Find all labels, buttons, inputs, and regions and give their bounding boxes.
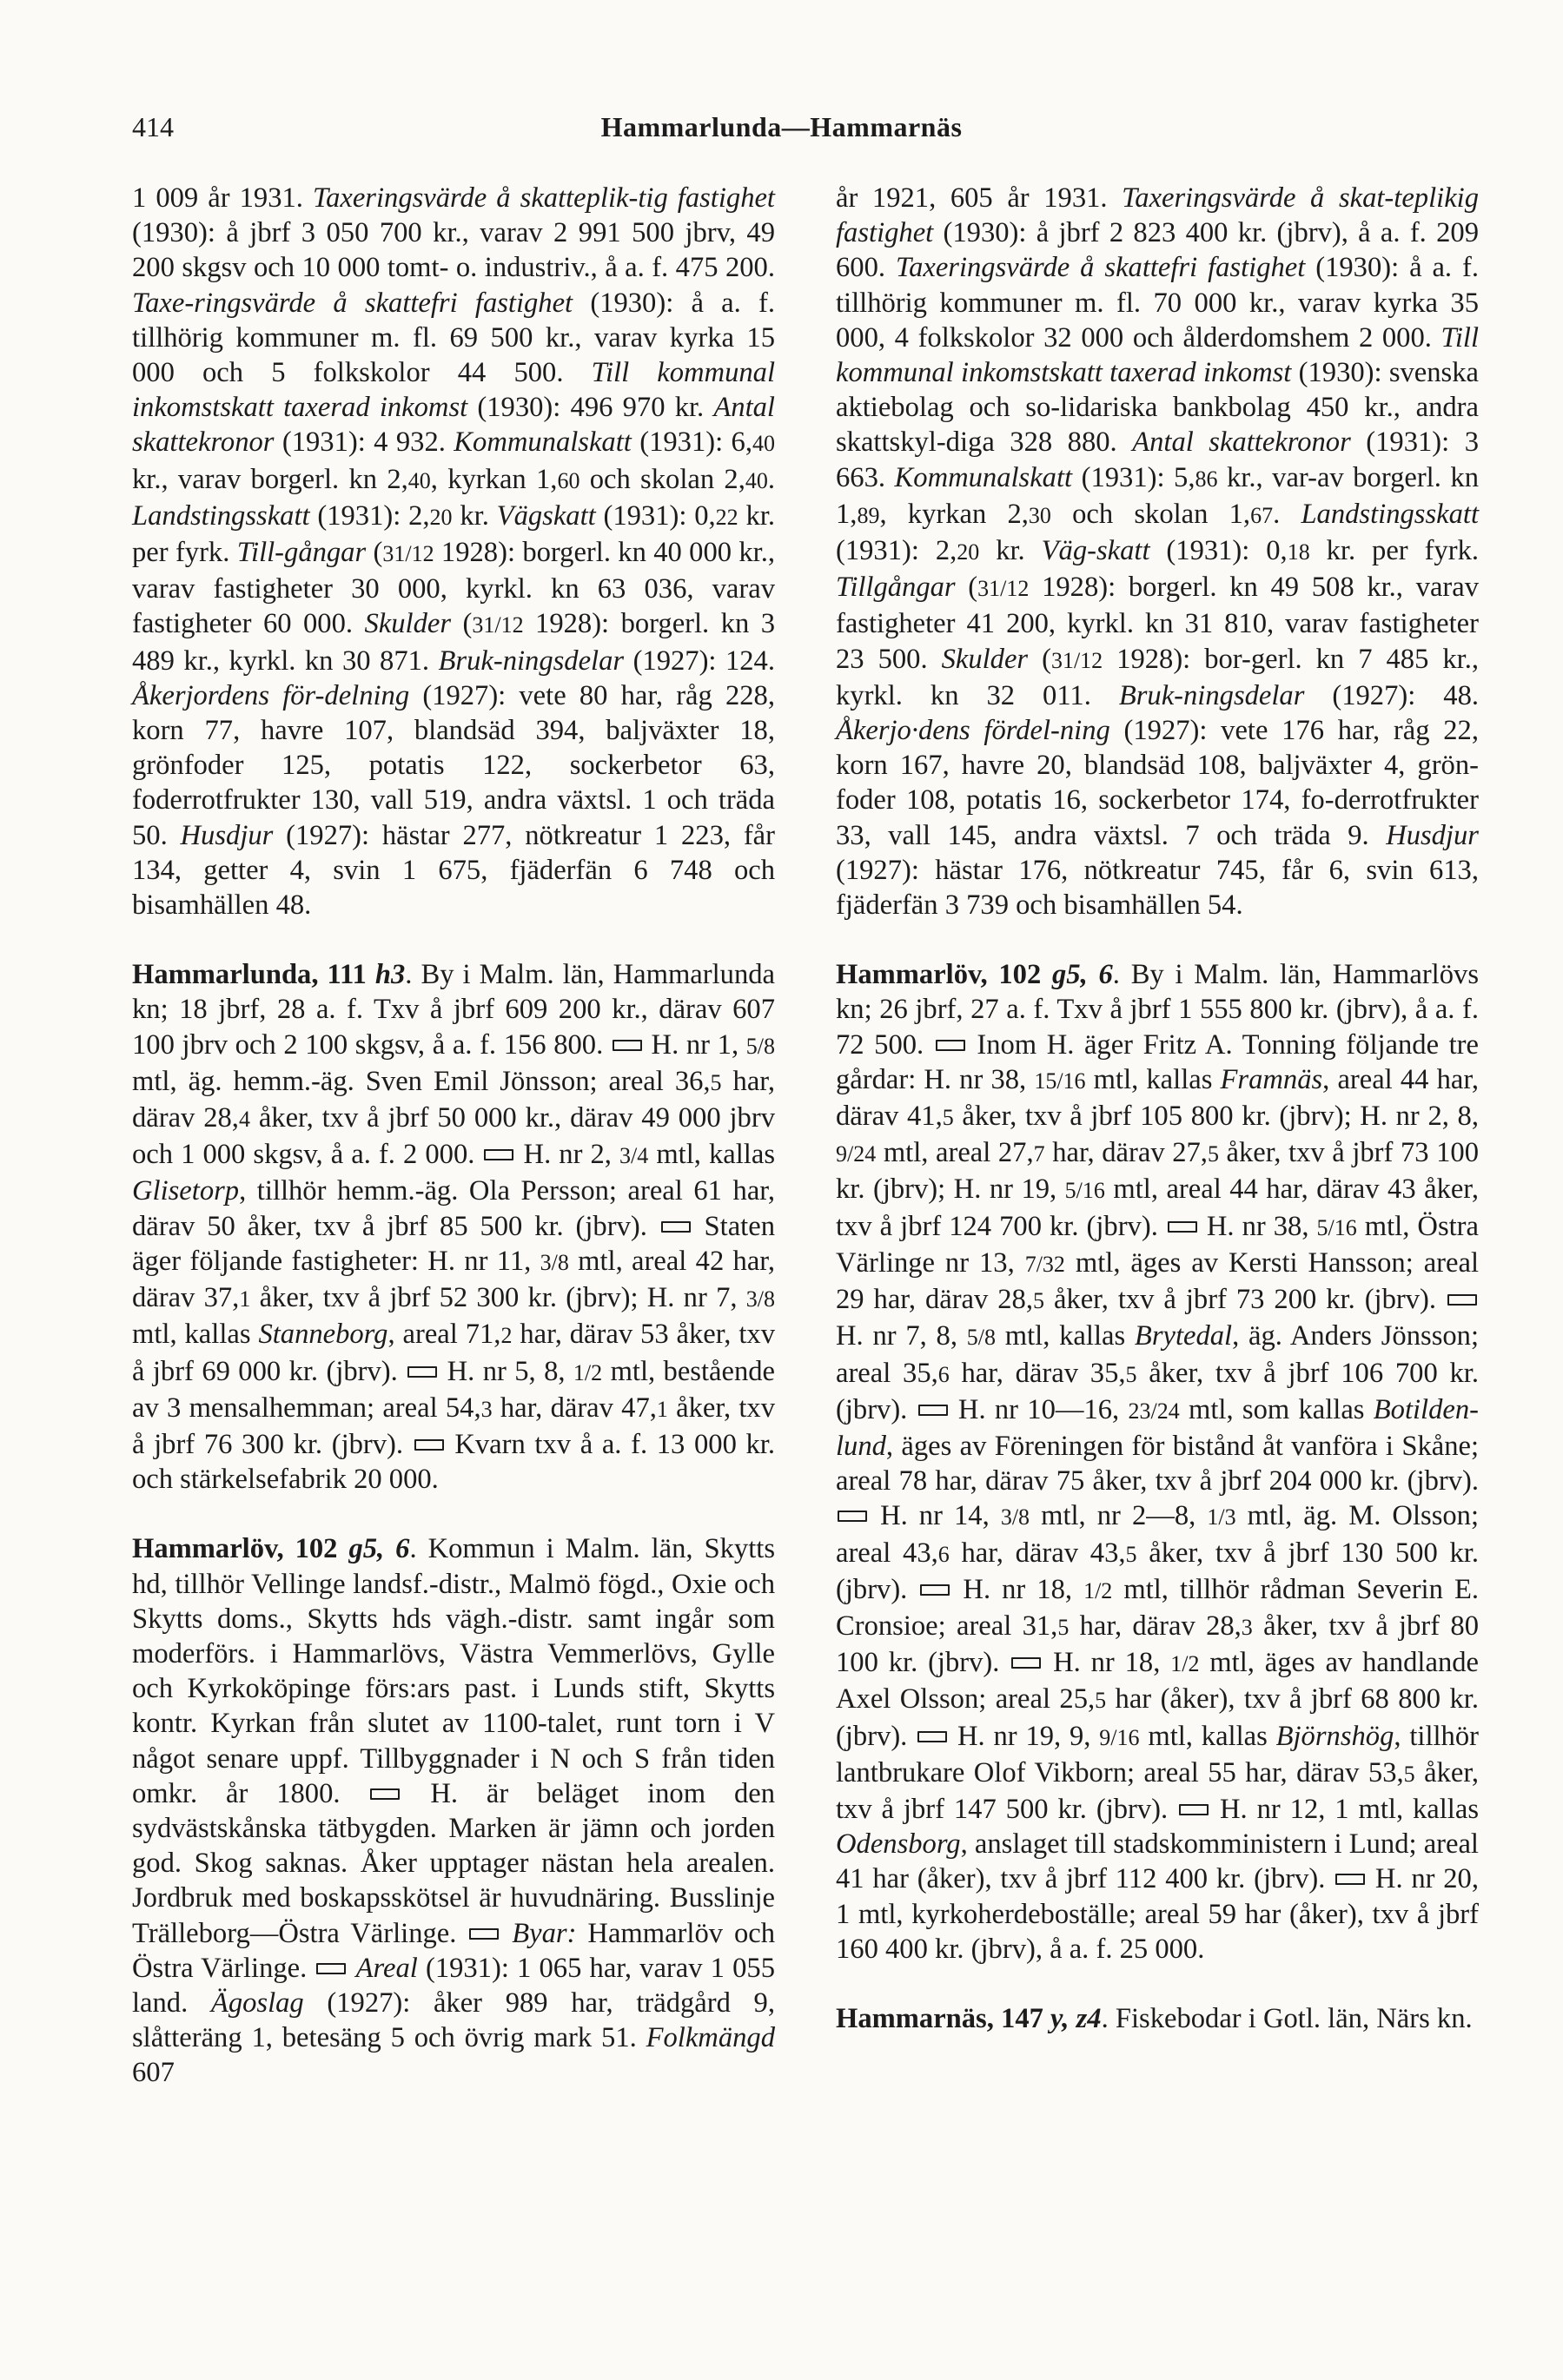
continued-entry: 1 009 år 1931. Taxeringsvärde å skatteplik-tig fastighet (1930): å jbrf 3 050 700 kr., varav 2 991 500 jbrv, 49 200 skgsv och 10 000 tomt- o. industriv., å a. f. 475 200. Taxe-ringsvärde å skattefri fastighet (1930): å a. f. tillhörig kommuner m. fl. 69 500 kr., varav kyrka 15 000 och 5 folkskolor 44 500. Till kommunal inkomstskatt taxerad inkomst (1930): 496 970 kr. Antal skattekronor (1931): 4 932. Kommunalskatt (1931): 6,40 kr., varav borgerl. kn 2,40, kyrkan 1,60 och skolan 2,40. Landstingsskatt (1931): 2,20 kr. Vägskatt (1931): 0,22 kr. per fyrk. Till-gångar (31/12 1928): borgerl. kn 40 000 kr., varav fastigheter 30 000, kyrkl. kn 63 036, varav fastigheter 60 000. Skulder (31/12 1928): borgerl. kn 3 489 kr., kyrkl. kn 30 871. Bruk-ningsdelar (1927): 124. Åkerjordens för-delning (1927): vete 80 har, råg 228, korn 77, havre 107, blandsäd 394, baljväxter 18, grönfoder 125, potatis 122, sockerbetor 63, foderrotfrukter 130, vall 519, andra växtsl. 1 och träda 50. Husdjur (1927): hästar 277, nötkreatur 1 223, får 134, getter 4, svin 1 675, fjäderfän 6 748 och bisamhällen 48. — [132, 182, 776, 922]
division-icon — [936, 1040, 965, 1051]
division-icon — [370, 1788, 400, 1800]
headword: Hammarlunda, 111 — [132, 959, 375, 991]
right-column — [836, 181, 1479, 2036]
division-icon — [316, 1963, 346, 1974]
division-icon — [1335, 1874, 1365, 1885]
headword: Hammarlöv, 102 — [132, 1533, 349, 1565]
entry-hammarnas: Hammarnäs, 147 y, z4. Fiskebodar i Gotl. län, Närs kn. — [836, 2002, 1473, 2034]
left-column — [132, 181, 775, 2091]
division-icon — [918, 1405, 948, 1416]
division-icon — [1179, 1804, 1209, 1815]
entry-hammarlunda-village: Hammarlunda, 111 h3. By i Malm. län, Hammarlunda kn; 18 jbrf, 28 a. f. Txv å jbrf 609 200 kr., därav 607 100 jbrv och 2 100 skgsv, å a. f. 156 800. H. nr 1, 5/8 mtl, äg. hemm.-äg. Sven Emil Jönsson; areal 36,5 har, därav 28,4 åker, txv å jbrf 50 000 kr., därav 49 000 jbrv och 1 000 skgsv, å a. f. 2 000. H. nr 2, 3/4 mtl, kallas Glisetorp, tillhör hemm.-äg. Ola Persson; areal 61 har, därav 50 åker, txv å jbrf 85 500 kr. (jbrv). Staten äger följande fastigheter: H. nr 11, 3/8 mtl, areal 42 har, därav 37,1 åker, txv å jbrf 52 300 kr. (jbrv); H. nr 7, 3/8 mtl, kallas Stanneborg, areal 71,2 har, därav 53 åker, txv å jbrf 69 000 kr. (jbrv). H. nr 5, 8, 1/2 mtl, bestående av 3 mensalhemman; areal 54,3 har, därav 47,1 åker, txv å jbrf 76 300 kr. (jbrv). Kvarn txv å a. f. 13 000 kr. och stärkelsefabrik 20 000. — [132, 959, 775, 1496]
continued-entry: år 1921, 605 år 1931. Taxeringsvärde å skat-teplikig fastighet (1930): å jbrf 2 823 400 kr. (jbrv), å a. f. 209 600. Taxeringsvärde å skattefri fastighet (1930): å a. f. tillhörig kommuner m. fl. 70 000 kr., varav kyrka 35 000, 4 folkskolor 32 000 och ålderdomshem 2 000. Till kommunal inkomstskatt taxerad inkomst (1930): svenska aktiebolag och so-lidariska bankbolag 450 kr., andra skattskyl-diga 328 880. Antal skattekronor (1931): 3 663. Kommunalskatt (1931): 5,86 kr., var-av borgerl. kn 1,89, kyrkan 2,30 och skolan 1,67. Landstingsskatt (1931): 2,20 kr. Väg-skatt (1931): 0,18 kr. per fyrk. Tillgångar (31/12 1928): borgerl. kn 49 508 kr., varav fastigheter 41 200, kyrkl. kn 31 810, varav fastigheter 23 500. Skulder (31/12 1928): bor-gerl. kn 7 485 kr., kyrkl. kn 32 011. Bruk-ningsdelar (1927): 48. Åkerjo·dens fördel-ning (1927): vete 176 har, råg 22, korn 167, havre 20, blandsäd 108, baljväxter 4, grön-foder 108, potatis 16, sockerbetor 174, fo-derrotfrukter 33, vall 145, andra växtsl. 7 och träda 9. Husdjur (1927): hästar 176, nötkreatur 745, får 6, svin 613, fjäderfän 3 739 och bisamhällen 54. — [836, 182, 1480, 922]
division-icon — [407, 1366, 437, 1378]
division-icon — [1168, 1221, 1197, 1233]
division-icon — [484, 1149, 513, 1160]
page-number: 414 — [132, 111, 174, 142]
running-title: Hammarlunda—Hammarnäs — [600, 111, 963, 142]
division-icon — [661, 1221, 691, 1233]
division-icon — [917, 1731, 947, 1742]
division-icon — [469, 1928, 499, 1940]
division-icon — [1011, 1657, 1041, 1669]
entry-hammarlov-municipality: Hammarlöv, 102 g5, 6. Kommun i Malm. län, Skytts hd, tillhör Vellinge landsf.-distr., Malmö fögd., Oxie och Skytts doms., Skytts hds vägh.-distr. samt ingår som moderförs. i Hammarlövs, Västra Vemmerlövs, Gylle och Kyrkoköpinge förs:ars past. i Lunds stift, Skytts kontr. Kyrkan från slutet av 1100-talet, runt torn i V något senare uppf. Tillbyggnader i N och S från tiden omkr. år 1800. H. är beläget inom den sydvästskånska tätbygden. Marken är jämn och jorden god. Skog saknas. Åker upptager nästan hela arealen. Jordbruk med boskapsskötsel är huvudnäring. Busslinje Trälleborg—Östra Värlinge. Byar: Hammarlöv och Östra Värlinge. Areal (1931): 1 065 har, varav 1 055 land. Ägoslag (1927): åker 989 har, trädgård 9, slåtteräng 1, betesäng 5 och övrig mark 51. Folkmängd 607 — [132, 1533, 776, 2089]
division-icon — [838, 1511, 867, 1522]
division-icon — [920, 1584, 950, 1596]
division-icon — [1447, 1294, 1477, 1306]
entry-hammarlov-village: Hammarlöv, 102 g5, 6. By i Malm. län, Hammarlövs kn; 26 jbrf, 27 a. f. Txv å jbrf 1 555 800 kr. (jbrv), å a. f. 72 500. Inom H. äger Fritz A. Tonning följande tre gårdar: H. nr 38, 15/16 mtl, kallas Framnäs, areal 44 har, därav 41,5 åker, txv å jbrf 105 800 kr. (jbrv); H. nr 2, 8, 9/24 mtl, areal 27,7 har, därav 27,5 åker, txv å jbrf 73 100 kr. (jbrv); H. nr 19, 5/16 mtl, areal 44 har, därav 43 åker, txv å jbrf 124 700 kr. (jbrv). H. nr 38, 5/16 mtl, Östra Värlinge nr 13, 7/32 mtl, äges av Kersti Hansson; areal 29 har, därav 28,5 åker, txv å jbrf 73 200 kr. (jbrv). H. nr 7, 8, 5/8 mtl, kallas Brytedal, äg. Anders Jönsson; areal 35,6 har, därav 35,5 åker, txv å jbrf 106 700 kr. (jbrv). H. nr 10—16, 23/24 mtl, som kallas Botilden-lund, äges av Föreningen för bistånd åt vanföra i Skåne; areal 78 har, därav 75 åker, txv å jbrf 204 000 kr. (jbrv). H. nr 14, 3/8 mtl, nr 2—8, 1/3 mtl, äg. M. Olsson; areal 43,6 har, därav 43,5 åker, txv å jbrf 130 500 kr. (jbrv). H. nr 18, 1/2 mtl, tillhör rådman Severin E. Cronsioe; areal 31,5 har, därav 28,3 åker, txv å jbrf 80 100 kr. (jbrv). H. nr 18, 1/2 mtl, äges av handlande Axel Olsson; areal 25,5 har (åker), txv å jbrf 68 800 kr. (jbrv). H. nr 19, 9, 9/16 mtl, kallas Björnshög, tillhör lantbrukare Olof Vikborn; areal 55 har, därav 53,5 åker, txv å jbrf 147 500 kr. (jbrv). H. nr 12, 1 mtl, kallas Odensborg, anslaget till stadskomministern i Lund; areal 41 har (åker), txv å jbrf 112 400 kr. (jbrv). H. nr 20, 1 mtl, kyrkoherdeboställe; areal 59 har (åker), txv å jbrf 160 400 kr. (jbrv), å a. f. 25 000. — [836, 959, 1480, 1965]
division-icon — [414, 1439, 444, 1451]
headword: Hammarnäs, 147 — [836, 2002, 1051, 2034]
division-icon — [613, 1040, 642, 1051]
headword: Hammarlöv, 102 — [836, 959, 1053, 991]
